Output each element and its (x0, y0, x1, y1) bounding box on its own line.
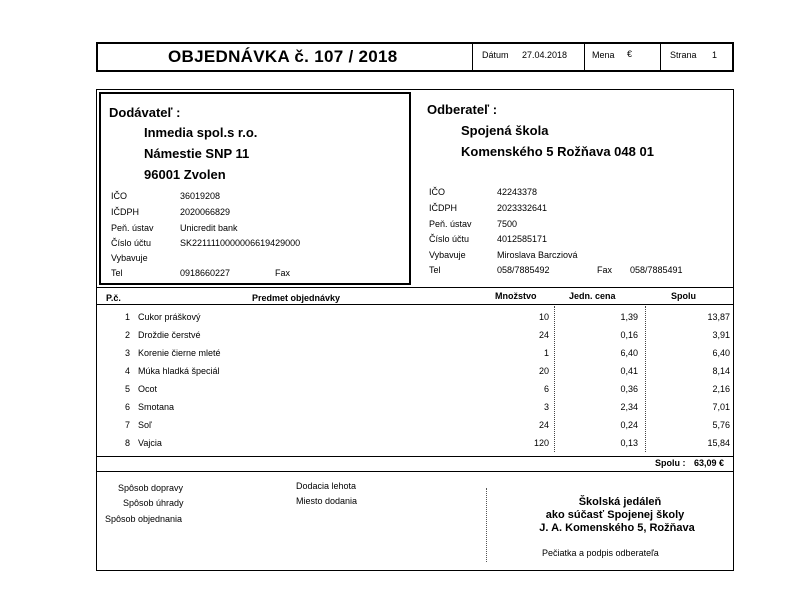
order-method-label: Spôsob objednania (105, 514, 183, 524)
row-index: 8 (124, 438, 130, 448)
supplier-bank-value: Unicredit bank (180, 223, 238, 233)
row-unit-price: 2,34 (620, 402, 638, 412)
supplier-account-label: Číslo účtu (111, 238, 152, 248)
customer-account-value: 4012585171 (497, 234, 548, 244)
customer-account-label: Číslo účtu (429, 234, 470, 244)
row-qty: 24 (538, 330, 549, 340)
page-value: 1 (712, 50, 718, 60)
row-total: 5,76 (712, 420, 730, 430)
signature-label: Pečiatka a podpis odberateľa (542, 548, 659, 558)
row-item: Múka hladká špeciál (138, 366, 220, 376)
row-unit-price: 0,24 (620, 420, 638, 430)
row-unit-price: 6,40 (620, 348, 638, 358)
customer-icdph-value: 2023332641 (497, 203, 548, 213)
supplier-fax-label: Fax (275, 268, 291, 278)
supplier-icdph-value: 2020066829 (180, 207, 231, 217)
customer-icdph-label: IČDPH (429, 203, 458, 213)
supplier-heading: Dodávateľ : (109, 105, 181, 120)
date-value: 27.04.2018 (522, 50, 568, 60)
row-index: 3 (124, 348, 130, 358)
row-item: Smotana (138, 402, 175, 412)
row-total: 6,40 (712, 348, 730, 358)
supplier-ico-label: IČO (111, 191, 128, 201)
row-unit-price: 0,13 (620, 438, 638, 448)
customer-heading: Odberateľ : (427, 102, 498, 117)
transport-label: Spôsob dopravy (118, 483, 184, 493)
row-index: 5 (124, 384, 130, 394)
row-index: 6 (124, 402, 130, 412)
stamp-line-1: Školská jedáleň (578, 496, 662, 508)
order-title: OBJEDNÁVKA č. 107 / 2018 (168, 47, 398, 66)
customer-tel-label: Tel (429, 265, 441, 275)
customer-ico-label: IČO (429, 187, 446, 197)
supplier-tel-value: 0918660227 (180, 268, 231, 278)
stamp-line-2: ako súčasť Spojenej školy (545, 509, 685, 521)
row-total: 8,14 (712, 366, 730, 376)
customer-tel-value: 058/7885492 (497, 265, 550, 275)
delivery-term-label: Dodacia lehota (296, 481, 357, 491)
supplier-account-value: SK2211110000006619429000 (180, 238, 301, 248)
row-item: Vajcia (138, 438, 162, 448)
customer-contact-value: Miroslava Barcziová (497, 250, 578, 260)
row-index: 4 (124, 366, 130, 376)
customer-name: Spojená škola (461, 123, 549, 138)
customer-bank-label: Peň. ústav (429, 219, 472, 229)
row-total: 15,84 (707, 438, 730, 448)
page-label: Strana (670, 50, 697, 60)
row-unit-price: 1,39 (620, 312, 638, 322)
customer-ico-value: 42243378 (497, 187, 538, 197)
delivery-place-label: Miesto dodania (296, 496, 358, 506)
row-unit-price: 0,16 (620, 330, 638, 340)
date-label: Dátum (482, 50, 509, 60)
row-qty: 3 (543, 402, 549, 412)
row-qty: 24 (538, 420, 549, 430)
row-total: 3,91 (712, 330, 730, 340)
supplier-ico-value: 36019208 (180, 191, 221, 201)
row-index: 2 (124, 330, 130, 340)
col-header-qty: Množstvo (495, 291, 537, 301)
supplier-name: Inmedia spol.s r.o. (144, 125, 258, 140)
payment-label: Spôsob úhrady (123, 498, 184, 508)
row-index: 1 (124, 312, 130, 322)
row-unit-price: 0,41 (620, 366, 638, 376)
supplier-icdph-label: IČDPH (111, 207, 140, 217)
row-item: Droždie čerstvé (138, 330, 201, 340)
row-qty: 10 (538, 312, 549, 322)
currency-value: € (627, 49, 633, 59)
supplier-bank-label: Peň. ústav (111, 223, 154, 233)
col-header-pc: P.č. (106, 293, 121, 303)
stamp-line-3: J. A. Komenského 5, Rožňava (539, 522, 695, 534)
row-qty: 20 (538, 366, 549, 376)
customer-fax-value: 058/7885491 (630, 265, 683, 275)
row-unit-price: 0,36 (620, 384, 638, 394)
supplier-street: Námestie SNP 11 (144, 146, 250, 161)
row-item: Ocot (138, 384, 158, 394)
sum-label: Spolu : (655, 458, 686, 468)
supplier-contact-label: Vybavuje (111, 253, 148, 263)
customer-fax-label: Fax (597, 265, 613, 275)
customer-bank-value: 7500 (497, 219, 518, 229)
row-qty: 120 (533, 438, 549, 448)
row-qty: 1 (543, 348, 549, 358)
row-total: 7,01 (712, 402, 730, 412)
supplier-tel-label: Tel (111, 268, 123, 278)
customer-address: Komenského 5 Rožňava 048 01 (461, 144, 654, 159)
row-item: Soľ (138, 420, 152, 430)
row-item: Cukor práškový (138, 312, 201, 322)
row-total: 2,16 (712, 384, 730, 394)
currency-label: Mena (592, 50, 615, 60)
col-header-item: Predmet objednávky (252, 293, 341, 303)
row-qty: 6 (543, 384, 549, 394)
sum-value: 63,09 € (694, 458, 725, 468)
supplier-city: 96001 Zvolen (144, 167, 226, 182)
col-header-unit-price: Jedn. cena (569, 291, 616, 301)
row-index: 7 (124, 420, 130, 430)
customer-contact-label: Vybavuje (429, 250, 466, 260)
col-header-total: Spolu (671, 291, 696, 301)
row-item: Korenie čierne mleté (138, 348, 221, 358)
row-total: 13,87 (707, 312, 730, 322)
